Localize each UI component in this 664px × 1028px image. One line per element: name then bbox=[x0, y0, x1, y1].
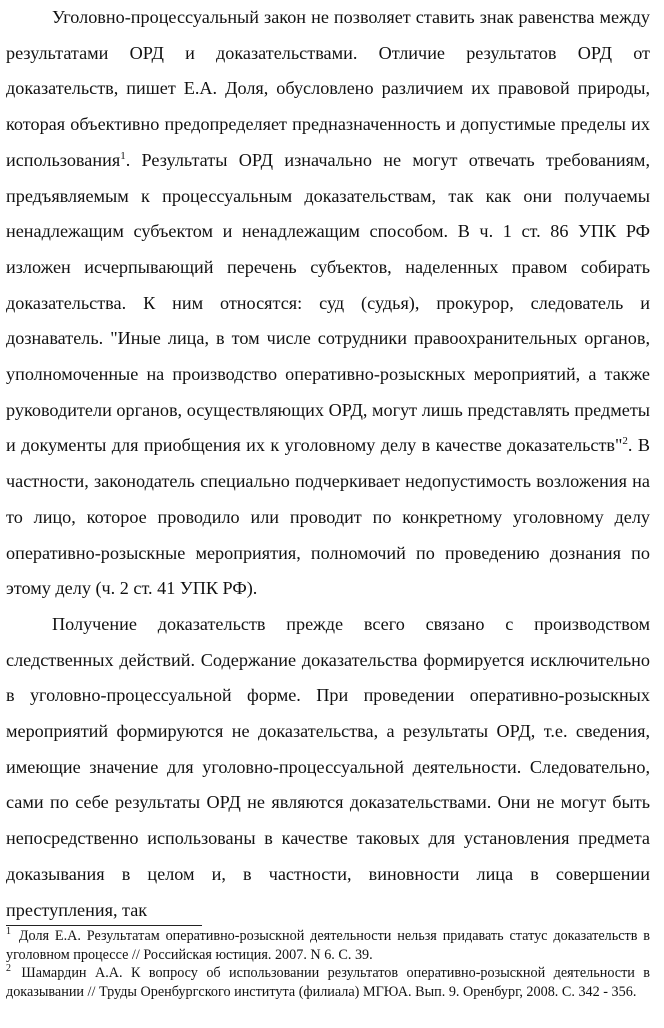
footnote-2 bbox=[6, 964, 650, 1001]
footnote-2-text: Шамардин А.А. К вопросу об использовании результатов оперативно-розыскной деятельности в доказывании // Труды Оренбургского института (филиала) МГЮА. Вып. 9. Оренбург, 2008. С. 342 - 356. bbox=[6, 965, 650, 1000]
footnote-marker-2: 2 bbox=[6, 963, 11, 975]
footnote-separator bbox=[6, 925, 202, 926]
paragraph-1 bbox=[6, 0, 650, 607]
paragraph-1-part-2: . Результаты ОРД изначально не могут отвечать требованиям, предъявляемым к процессуальным доказательствам, так как они получаемы ненадлежащим субъектом и ненадлежащим способом. В ч. 1 ст. 86 УПК РФ изложен исчерпывающий перечень субъектов, наделенных правом собирать доказательства. К ним относятся: суд (судья), прокурор, следователь и дознаватель. "Иные лица, в том числе сотрудники правоохранительных органов, уполномоченные на производство оперативно-розыскных мероприятий, а также руководители органов, осуществляющих ОРД, могут лишь представлять предметы и документы для приобщения их к уголовному делу в качестве доказательств" bbox=[6, 149, 650, 456]
body-text bbox=[6, 0, 650, 928]
footnote-marker-1: 1 bbox=[6, 926, 11, 938]
footnote-reference-1[interactable]: 1 bbox=[120, 149, 126, 162]
footnote-reference-2[interactable]: 2 bbox=[622, 435, 628, 448]
paragraph-2: Получение доказательств прежде всего связано с производством следственных действий. Содержание доказательства формируется исключительно в уголовно-процессуальной форме. При проведении оперативно-розыскных мероприятий формируются не доказательства, а результаты ОРД, т.е. сведения, имеющие значение для уголовно-процессуальной деятельности. Следовательно, сами по себе результаты ОРД не являются доказательствами. Они не могут быть непосредственно использованы в качестве таковых для установления предмета доказывания в целом и, в частности, виновности лица в совершении преступления, так bbox=[6, 613, 650, 920]
footnote-1-text: Доля Е.А. Результатам оперативно-розыскной деятельности нельзя придавать статус доказательств в уголовном процессе // Российская юстиция. 2007. N 6. С. 39. bbox=[6, 928, 650, 963]
footnotes bbox=[6, 927, 650, 1001]
footnote-1 bbox=[6, 927, 650, 964]
paragraph-1-part-3: . В частности, законодатель специально подчеркивает недопустимость возложения на то лицо, которое проводило или проводит по конкретному уголовному делу оперативно-розыскные мероприятия, полномочий по проведению дознания по этому делу (ч. 2 ст. 41 УПК РФ). bbox=[6, 435, 651, 599]
paragraph-1-part-1: Уголовно-процессуальный закон не позволяет ставить знак равенства между результатами ОРД и доказательствами. Отличие результатов ОРД от доказательств, пишет Е.А. Доля, обусловлено различием их правовой природы, которая объективно предопределяет предназначенность и допустимые пределы их использования bbox=[6, 7, 650, 170]
